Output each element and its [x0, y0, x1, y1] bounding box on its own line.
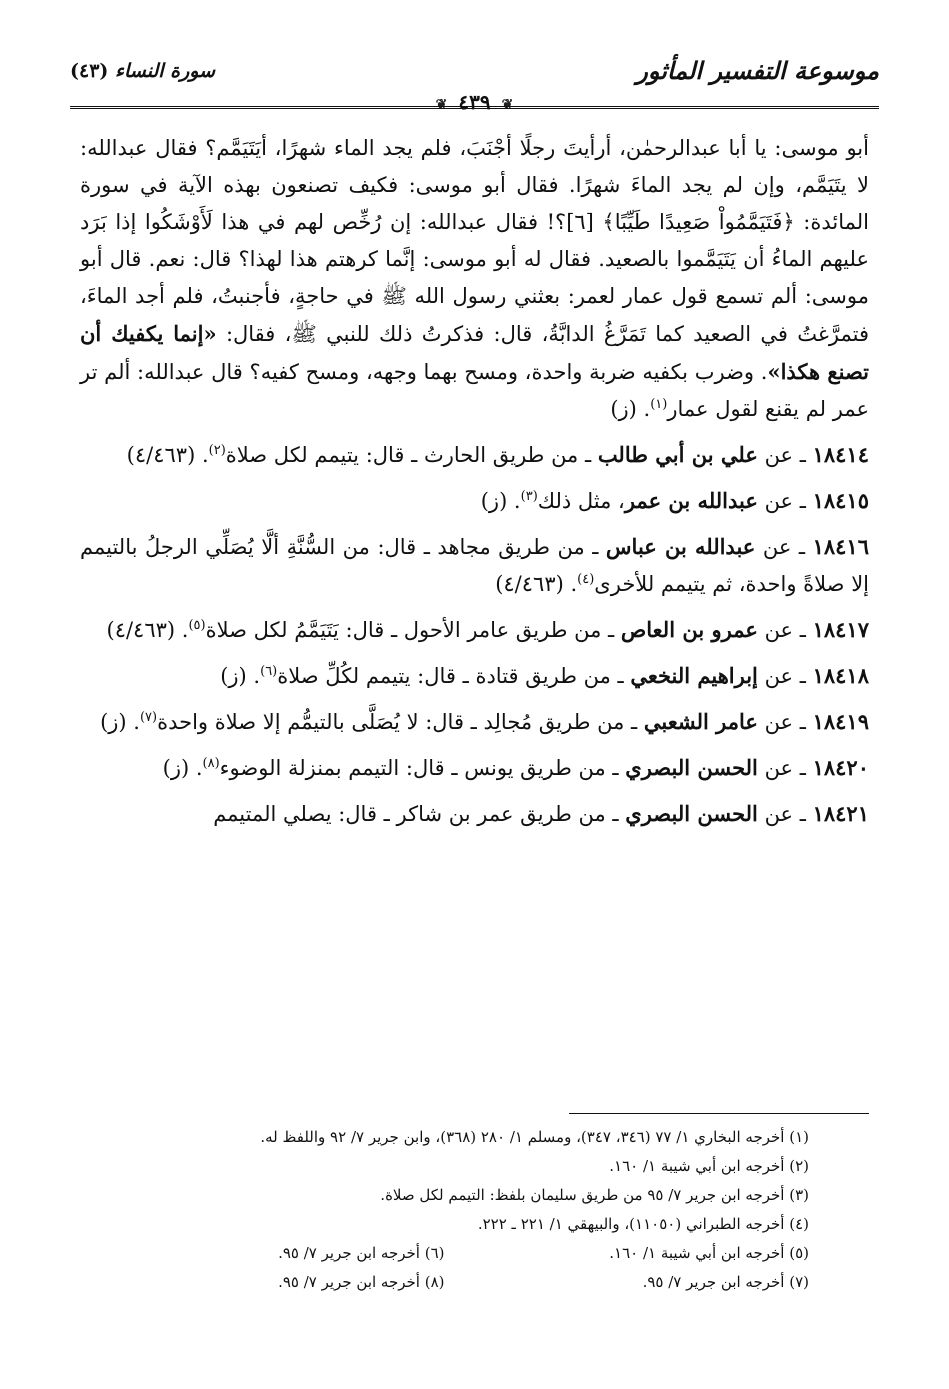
footnote: (٦) أخرجه ابن جرير ٧/ ٩٥. — [278, 1244, 445, 1262]
footnote-row — [80, 1239, 809, 1268]
footnote-marker: (٥) — [188, 618, 206, 633]
narration-number: ١٨٤٢٠ — [812, 755, 869, 780]
page-header — [70, 56, 879, 114]
narration-number: ١٨٤١٨ — [812, 663, 869, 688]
verse-number: (٤٣) — [70, 60, 109, 82]
narration-number: ١٨٤١٥ — [812, 488, 869, 513]
narration-number: ١٨٤١٩ — [812, 709, 869, 734]
narrator-name: الحسن البصري — [625, 755, 758, 780]
narrator-name: عمرو بن العاص — [620, 617, 758, 642]
main-text — [80, 130, 869, 841]
narration-item: ١٨٤٢٠ ـ عن الحسن البصري ـ من طريق يونس ـ قال: التيمم بمنزلة الوضوء$^{(٨)}$. (ز) — [162, 755, 869, 780]
hadith-quote: «إنما يكفيك أن تصنع هكذا» — [80, 321, 869, 384]
narration-item: ١٨٤١٨ ـ عن إبراهيم النخعي ـ من طريق قتادة ـ قال: يتيمم لكُلِّ صلاة$^{(٦)}$. (ز) — [220, 663, 869, 688]
surah-name: سورة النساء — [115, 60, 216, 82]
narration-item: ١٨٤١٩ ـ عن عامر الشعبي ـ من طريق مُجالِد ـ قال: لا يُصَلَّى بالتيمُّم إلا صلاة واحدة$^{(٧)}$. (ز) — [100, 709, 869, 734]
book-title: موسوعة التفسير المأثور — [636, 56, 879, 85]
narration-item: ١٨٤١٥ ـ عن عبدالله بن عمر، مثل ذلك$^{(٣)}$. (ز) — [480, 488, 869, 513]
narration-number: ١٨٤٢١ — [812, 801, 869, 826]
volume-reference: . (٤/٤٦٣) — [495, 572, 578, 596]
surah-reference — [70, 60, 215, 82]
footnote: (١) أخرجه البخاري ١/ ٧٧ (٣٤٦، ٣٤٧)، ومسلم ١/ ٢٨٠ (٣٦٨)، وابن جرير ٧/ ٩٢ واللفظ له. — [260, 1128, 809, 1146]
ornament-icon: ❦ — [501, 97, 514, 113]
page-number: ٤٣٩ — [458, 90, 491, 114]
footnote-marker: (٧) — [139, 710, 158, 725]
ornament-icon: ❦ — [435, 97, 448, 113]
narration-number: ١٨٤١٧ — [812, 617, 869, 642]
narrator-name: عامر الشعبي — [643, 709, 758, 734]
footnote: (٧) أخرجه ابن جرير ٧/ ٩٥. — [642, 1273, 809, 1291]
header-rule — [70, 106, 879, 109]
footnote-marker: (١) — [650, 397, 668, 412]
footnote: (٢) أخرجه ابن أبي شيبة ١/ ١٦٠. — [609, 1157, 809, 1175]
footnote: (٨) أخرجه ابن جرير ٧/ ٩٥. — [278, 1273, 445, 1291]
volume-reference: . (ز) — [100, 710, 140, 734]
narrator-name: الحسن البصري — [625, 801, 758, 826]
narration-item: ١٨٤٢١ ـ عن الحسن البصري ـ من طريق عمر بن شاكر ـ قال: يصلي المتيمم — [213, 801, 869, 826]
volume-reference: . (ز) — [162, 756, 203, 780]
narrator-name: علي بن أبي طالب — [597, 442, 758, 467]
volume-reference: . (٤/٤٦٣) — [106, 618, 189, 642]
narration-item: ١٨٤١٦ ـ عن عبدالله بن عباس ـ من طريق مجاهد ـ قال: من السُّنَّةِ ألَّا يُصَلِّي الرجلُ بالتيمم إلا صلاةً واحدة، ثم يتيمم للأخرى$^{(٤)}$. (٤/٤٦٣) — [80, 534, 869, 596]
narration-item: ١٨٤١٧ ـ عن عمرو بن العاص ـ من طريق عامر الأحول ـ قال: يَتَيَمَّمُ لكل صلاة$^{(٥)}$. (٤/٤٦٣) — [106, 617, 869, 642]
narration-number: ١٨٤١٤ — [812, 442, 869, 467]
footnote: (٤) أخرجه الطبراني (١١٠٥٠)، والبيهقي ١/ ٢٢١ ـ ٢٢٢. — [477, 1215, 809, 1233]
footnote-marker: (٢) — [208, 443, 226, 458]
footnote-marker: (٨) — [202, 756, 220, 771]
footnote: (٥) أخرجه ابن أبي شيبة ١/ ١٦٠. — [609, 1244, 809, 1262]
page-number-block — [70, 90, 879, 114]
volume-reference: . (٤/٤٦٣) — [126, 443, 209, 467]
narrator-name: عبدالله بن عباس — [605, 534, 756, 559]
footnote-marker: (٤) — [577, 572, 595, 587]
footnote-separator — [569, 1113, 869, 1114]
footnote: (٣) أخرجه ابن جرير ٧/ ٩٥ من طريق سليمان بلفظ: التيمم لكل صلاة. — [380, 1186, 809, 1204]
footnotes — [80, 1123, 809, 1297]
volume-reference: . (ز) — [220, 664, 261, 688]
footnote-row — [80, 1268, 809, 1297]
footnote-marker: (٦) — [260, 664, 278, 679]
narration-number: ١٨٤١٦ — [812, 534, 869, 559]
narrator-name: عبدالله بن عمر — [624, 488, 758, 513]
narrator-name: إبراهيم النخعي — [630, 663, 758, 688]
footnote-marker: (٣) — [520, 489, 538, 504]
narration-item: ١٨٤١٤ ـ عن علي بن أبي طالب ـ من طريق الحارث ـ قال: يتيمم لكل صلاة$^{(٢)}$. (٤/٤٦٣) — [126, 442, 869, 467]
volume-reference: . (ز) — [480, 489, 521, 513]
paragraph-continuation: أبو موسى: يا أبا عبدالرحمٰن، أرأيتَ رجلًا أجْنَبَ، فلم يجد الماء شهرًا، أيَتَيَمَّم؟ فقال عبدالله: لا يتَيَمَّم، وإن لم يجد الماءَ شهرًا. فقال أبو موسى: فكيف تصنعون بهذه الآية في سورة المائدة: ﴿فَتَيَمَّمُواْ صَعِيدًا طَيِّبًا﴾ [٦]؟! فقال عبدالله: إن رُخِّص لهم في هذا لَأَوْشَكُوا إذا بَرَد عليهم الماءُ أن يَتَيَمَّموا بالصعيد. فقال له أبو موسى: إنَّما كرهتم هذا لهذا؟ قال: نعم. قال أبو موسى: ألم تسمع قول عمار لعمر: بعثني رسول الله ﷺ في حاجةٍ، فأجنبتُ، فلم أجد الماءَ، فتمرَّغتُ في الصعيد كما تَمَرَّغُ الدابَّةُ، قال: فذكرتُ ذلك للنبي ﷺ، فقال: «إنما يكفيك أن تصنع هكذا». وضرب بكفيه ضربة واحدة، ومسح بهما وجهه، ومسح كفيه؟ قال عبدالله: ألم تر عمر لم يقنع لقول عمار$^{(١)}$. (ز) — [80, 136, 869, 421]
